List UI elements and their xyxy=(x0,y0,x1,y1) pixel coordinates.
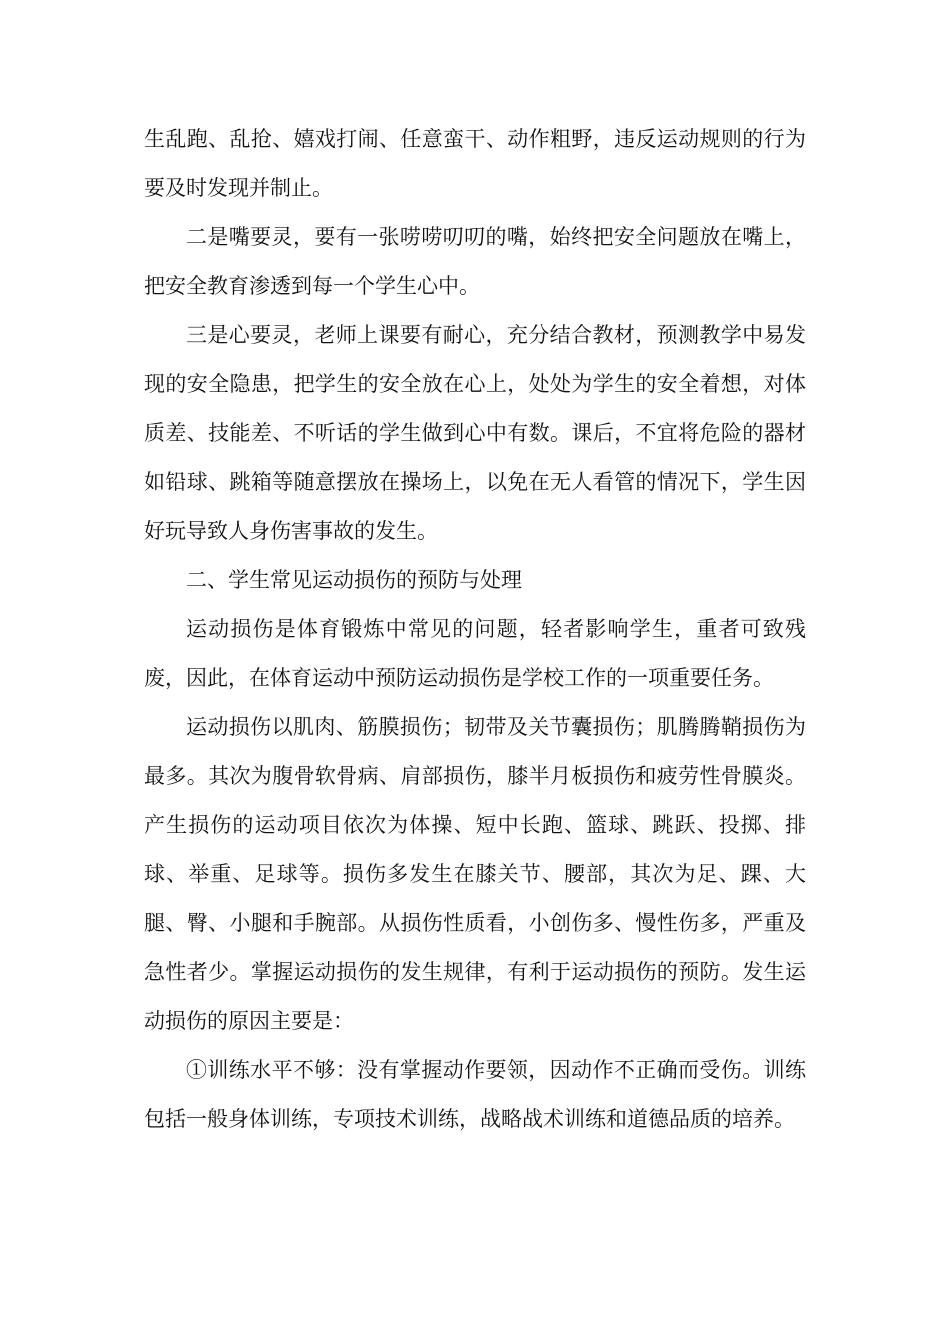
paragraph-continuation: 生乱跑、乱抢、嬉戏打闹、任意蛮干、动作粗野，违反运动规则的行为要及时发现并制止。 xyxy=(144,127,806,200)
paragraph-injury-types: 运动损伤以肌肉、筋膜损伤；韧带及关节囊损伤；肌腾腾鞘损伤为最多。其次为腹骨软骨病、肩部损伤，膝半月板损伤和疲劳性骨膜炎。产生损伤的运动项目依次为体操、短中长跑、篮球、跳跃、投掷、排球、举重、足球等。损伤多发生在膝关节、腰部，其次为足、踝、大腿、臀、小腿和手腕部。从损伤性质看，小创伤多、慢性伤多，严重及急性者少。掌握运动损伤的发生规律，有利于运动损伤的预防。发生运动损伤的原因主要是： xyxy=(144,715,806,1033)
section-heading-sports-injury: 二、学生常见运动损伤的预防与处理 xyxy=(186,568,522,592)
paragraph-training-level: ①训练水平不够：没有掌握动作要领，因动作不正确而受伤。训练包括一般身体训练，专项技术训练，战略战术训练和道德品质的培养。 xyxy=(144,1058,806,1131)
paragraph-mouth-safety: 二是嘴要灵，要有一张唠唠叨叨的嘴，始终把安全问题放在嘴上，把安全教育渗透到每一个学生心中。 xyxy=(144,225,806,298)
paragraph-injury-intro: 运动损伤是体育锻炼中常见的问题，轻者影响学生，重者可致残废，因此，在体育运动中预防运动损伤是学校工作的一项重要任务。 xyxy=(144,617,806,690)
document-body xyxy=(144,115,806,1144)
paragraph-heart-safety: 三是心要灵，老师上课要有耐心，充分结合教材，预测教学中易发现的安全隐患，把学生的安全放在心上，处处为学生的安全着想，对体质差、技能差、不听话的学生做到心中有数。课后，不宜将危险的器材如铅球、跳箱等随意摆放在操场上，以免在无人看管的情况下，学生因好玩导致人身伤害事故的发生。 xyxy=(144,323,806,543)
